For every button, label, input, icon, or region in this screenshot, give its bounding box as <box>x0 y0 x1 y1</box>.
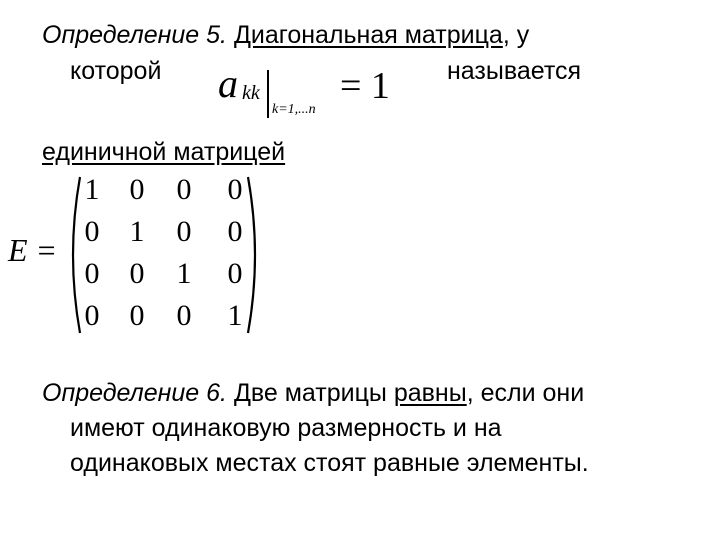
definition-6-text-b: , если они <box>466 379 585 407</box>
matrix-cell: 0 <box>176 173 192 206</box>
definition-5-rest: , у <box>502 21 530 49</box>
evaluation-bar <box>267 70 269 118</box>
matrix-cell: 0 <box>84 299 100 332</box>
matrix-cell: 1 <box>176 257 192 290</box>
definition-5-term: Диагональная матрица <box>233 21 503 49</box>
matrix-cell: 0 <box>227 173 243 206</box>
matrix-cell: 0 <box>227 215 243 248</box>
definition-6-text-a: Две матрицы <box>227 379 394 407</box>
matrix-cell: 0 <box>227 257 243 290</box>
definition-6-line-2: имеют одинаковую размерность и на <box>70 414 502 442</box>
definition-6-line-1 <box>42 378 584 408</box>
diagonal-formula <box>218 62 418 122</box>
matrix-cell: 1 <box>227 299 243 332</box>
definition-6-line-3: одинаковых местах стоят равные элементы. <box>70 449 589 477</box>
formula-condition: k=1,...n <box>272 102 316 117</box>
formula-subscript: kk <box>242 82 260 104</box>
matrix-cell: 0 <box>129 299 145 332</box>
identity-matrix <box>64 175 264 335</box>
matrix-cell: 0 <box>176 215 192 248</box>
definition-5-called: называется <box>447 57 582 85</box>
definition-5-label: Определение 5. <box>42 21 227 49</box>
matrix-cell: 0 <box>84 215 100 248</box>
matrix-cell: 1 <box>84 173 100 206</box>
matrix-cell: 0 <box>129 257 145 290</box>
identity-matrix-term: единичной матрицей <box>42 138 286 166</box>
formula-equals-one: = 1 <box>340 65 390 107</box>
definition-6-term: равны <box>393 379 467 407</box>
matrix-name: E = <box>8 232 58 268</box>
formula-a: a <box>218 61 238 106</box>
matrix-cell: 1 <box>129 215 145 248</box>
definition-6-label: Определение 6. <box>42 379 227 407</box>
definition-5-line-1 <box>42 20 529 50</box>
matrix-cell: 0 <box>84 257 100 290</box>
matrix-cell: 0 <box>129 173 145 206</box>
definition-5-line-3 <box>42 137 285 167</box>
definition-5-which: которой <box>70 57 162 85</box>
matrix-cell: 0 <box>176 299 192 332</box>
